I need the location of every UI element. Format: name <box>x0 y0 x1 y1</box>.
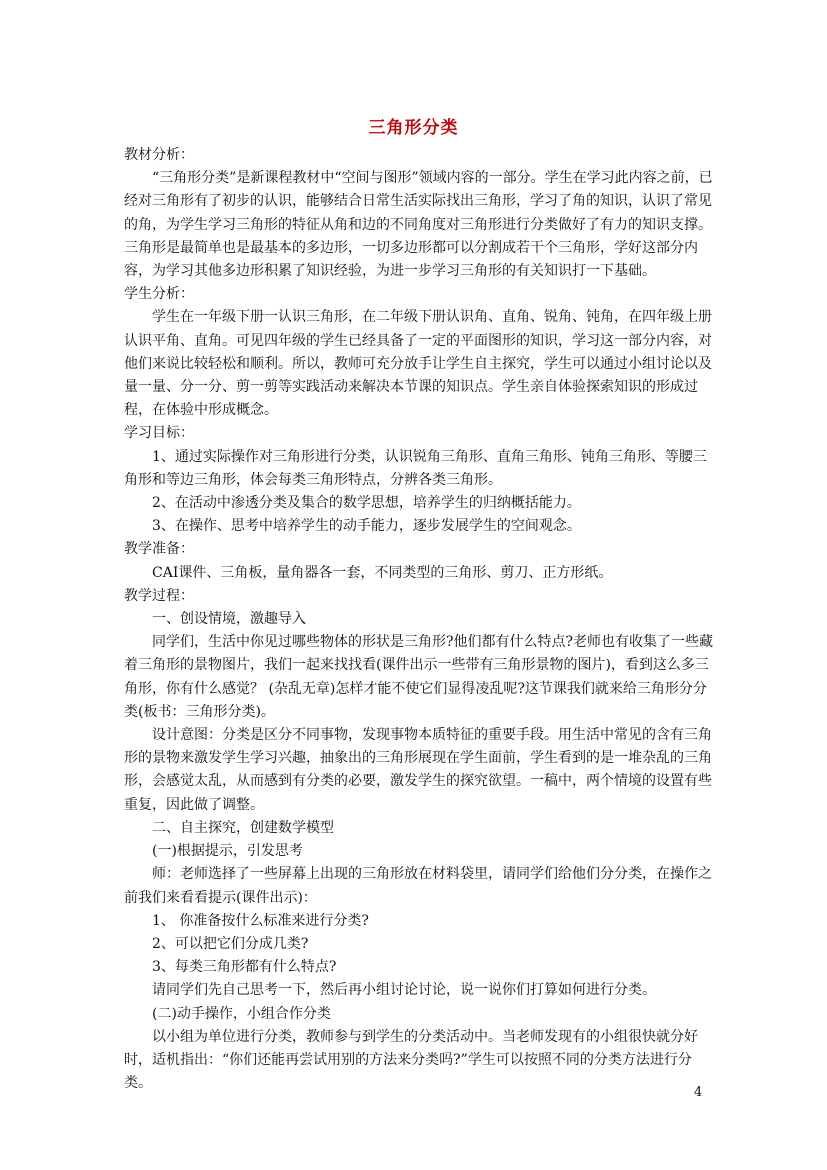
paragraph: 2、在活动中渗透分类及集合的数学思想，培养学生的归纳概括能力。 <box>152 495 581 512</box>
paragraph: (二)动手操作，小组合作分类 <box>152 1005 331 1022</box>
paragraph: 师：老师选择了一些屏幕上出现的三角形放在材料袋里，请同学们给他们分分类，在操作之前我们来看看提示(课件出示)： <box>124 866 712 906</box>
paragraph: CAI课件、三角板，量角器各一套，不同类型的三角形、剪刀、正方形纸。 <box>152 564 613 581</box>
paragraph: “三角形分类”是新课程教材中“空间与图形”领域内容的一部分。学生在学习此内容之前，已经对三角形有了初步的认识，能够结合日常生活实际找出三角形，学习了角的知识，认识了常见的角，为学生学习三角形的特征从角和边的不同角度对三角形进行分类做好了有力的知识支撑。三角形是最简单也是最基本的多边形，一切多边形都可以分割成若干个三角形，学好这部分内容，为学习其他多边形积累了知识经验，为进一步学习三角形的有关知识打一下基础。 <box>124 170 713 280</box>
paragraph: 学生分析： <box>124 286 194 303</box>
paragraph: 同学们，生活中你见过哪些物体的形状是三角形?他们都有什么特点?老师也有收集了一些藏着三角形的景物图片，我们一起来找找看(课件出示一些带有三角形景物的图片)，看到这么多三角形，你有什么感觉？ (杂乱无章)怎样才能不使它们显得凌乱呢?这节课我们就来给三角形分分类(板书：三角形分类)。 <box>124 634 714 720</box>
paragraph: 教学过程： <box>124 587 194 604</box>
paragraph: 教学准备： <box>124 541 194 558</box>
paragraph: 学习目标： <box>124 425 194 442</box>
document-title: 三角形分类 <box>368 118 459 138</box>
paragraph: 以小组为单位进行分类，教师参与到学生的分类活动中。当老师发现有的小组很快就分好时，适机指出：“你们还能再尝试用别的方法来分类吗?”学生可以按照不同的分类方法进行分类。 <box>124 1028 698 1092</box>
paragraph: 设计意图：分类是区分不同事物，发现事物本质特征的重要手段。用生活中常见的含有三角形的景物来激发学生学习兴趣，抽象出的三角形展现在学生面前，学生看到的是一堆杂乱的三角形，会感觉太乱，从而感到有分类的必要，激发学生的探究欲望。一稿中，两个情境的设置有些重复，因此做了调整。 <box>124 727 712 813</box>
paragraph: 学生在一年级下册一认识三角形，在二年级下册认识角、直角、锐角、钝角，在四年级上册认识平角、直角。可见四年级的学生已经具备了一定的平面图形的知识，学习这一部分内容，对他们来说比较轻松和顺利。所以，教师可充分放手让学生自主探究，学生可以通过小组讨论以及量一量、分一分、剪一剪等实践活动来解决本节课的知识点。学生亲自体验探索知识的形成过程，在体验中形成概念。 <box>124 309 712 419</box>
paragraph: 1、 你准备按什么标准来进行分类? <box>152 912 369 929</box>
paragraph: 2、可以把它们分成几类? <box>152 935 309 952</box>
document-body <box>124 144 714 1095</box>
paragraph: 3、每类三角形都有什么特点? <box>152 959 337 976</box>
paragraph: (一)根据提示，引发思考 <box>152 843 303 860</box>
paragraph: 二、自主探究，创建数学模型 <box>152 819 334 836</box>
page-number: 4 <box>694 1085 703 1100</box>
paragraph: 请同学们先自己思考一下，然后再小组讨论讨论，说一说你们打算如何进行分类。 <box>152 982 656 999</box>
paragraph: 3、在操作、思考中培养学生的动手能力，逐步发展学生的空间观念。 <box>152 518 581 535</box>
paragraph: 1、通过实际操作对三角形进行分类，认识锐角三角形、直角三角形、钝角三角形、等腰三角形和等边三角形，体会每类三角形特点，分辨各类三角形。 <box>124 448 707 488</box>
paragraph: 教材分析： <box>124 147 194 163</box>
paragraph: 一、创设情境，激趣导入 <box>152 611 306 628</box>
